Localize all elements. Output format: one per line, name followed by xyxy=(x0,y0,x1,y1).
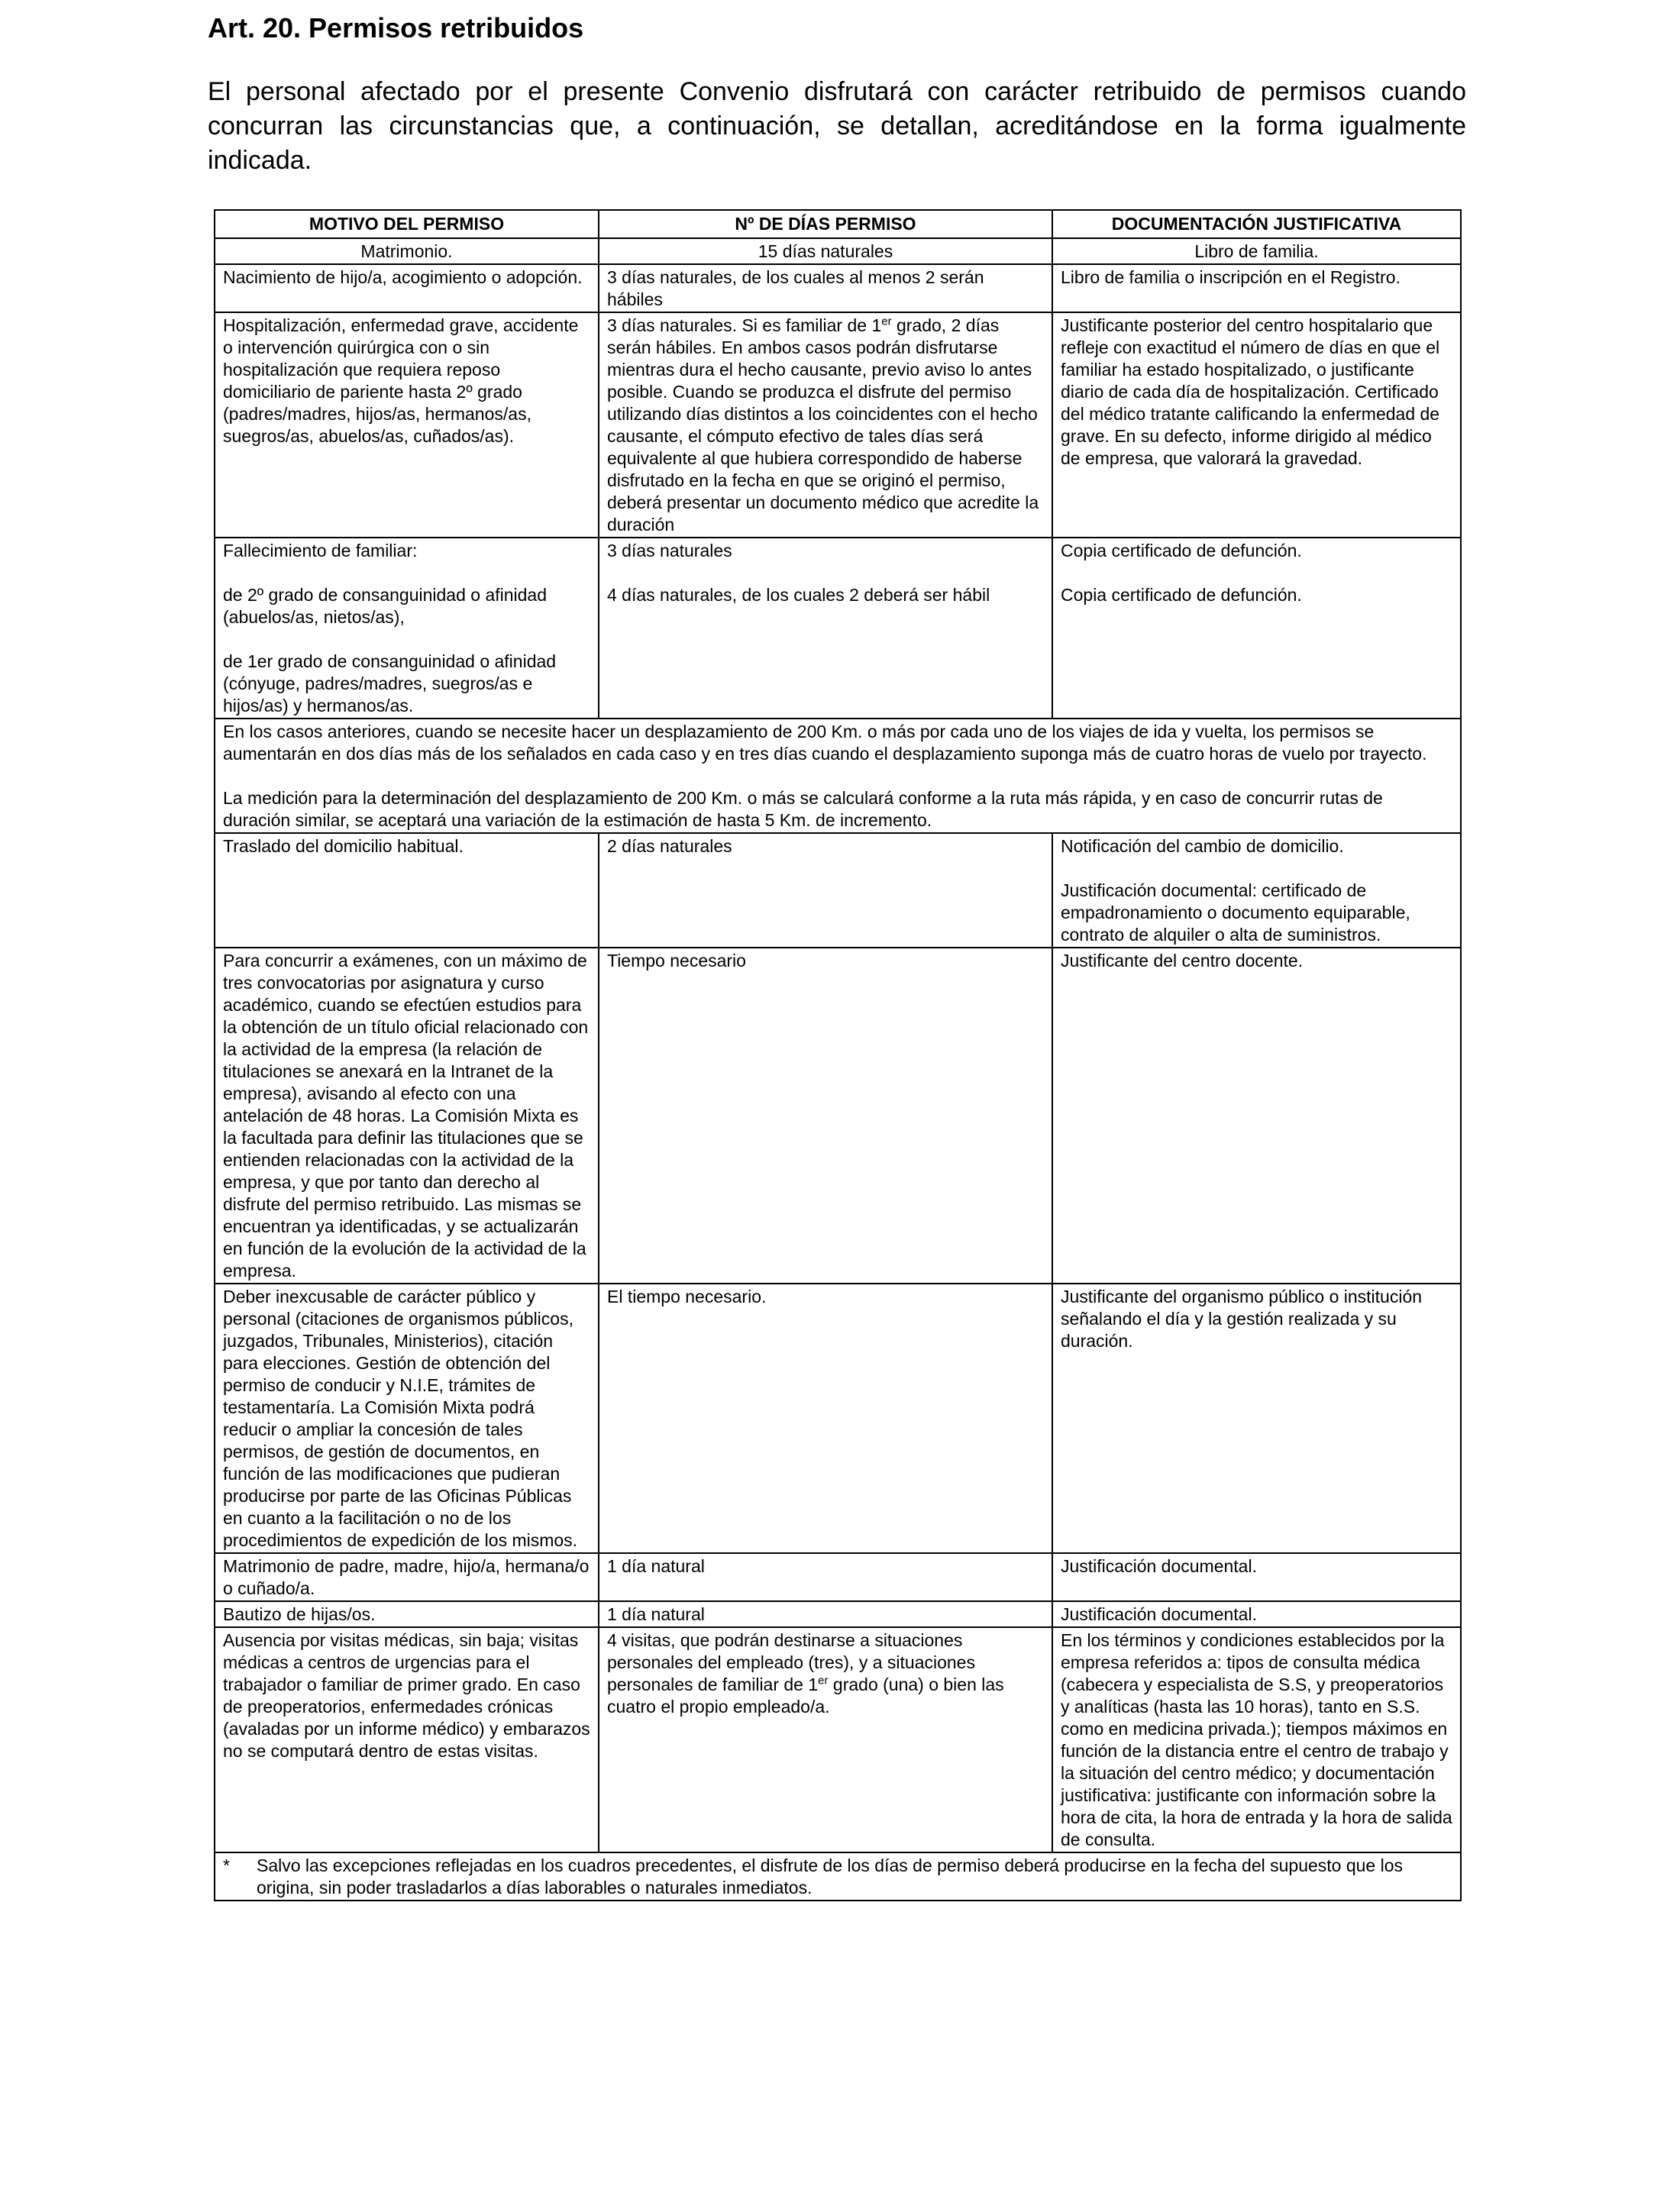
dias-text: 4 visitas, que podrán destinarse a situaciones personales del empleado (tres), y a situaciones personales de familiar de 1 xyxy=(607,1630,975,1694)
table-row xyxy=(215,948,1461,1284)
doc-cell: Libro de familia o inscripción en el Registro. xyxy=(1052,264,1461,312)
table-row xyxy=(215,1852,1461,1901)
table-row xyxy=(215,1553,1461,1601)
asterisk-marker: * xyxy=(223,1855,230,1875)
table-row xyxy=(215,238,1461,264)
note-cell xyxy=(215,1852,1461,1901)
table-row xyxy=(215,312,1461,538)
table-row xyxy=(215,538,1461,719)
doc-text: Justificación documental: certificado de empadronamiento o documento equiparable, contrato de alquiler o alta de suministros. xyxy=(1061,880,1410,945)
dias-text: 3 días naturales. Si es familiar de 1 xyxy=(607,315,882,335)
dias-cell: 1 día natural xyxy=(599,1553,1052,1601)
motivo-cell: Bautizo de hijas/os. xyxy=(215,1601,599,1627)
doc-cell: En los términos y condiciones establecidos por la empresa referidos a: tipos de consulta médica (cabecera y especialista de S.S, y preoperatorios y analíticas (hasta las 10 horas), tanto en S.S. como en medicina privada.); tiempos máximos en función de la distancia entre el centro de trabajo y la situación del centro médico; y documentación justificativa: justificante con información sobre la hora de cita, la hora de entrada y la hora de salida de consulta. xyxy=(1052,1627,1461,1852)
table-row xyxy=(215,264,1461,312)
motivo-cell xyxy=(215,538,599,719)
desplazamiento-text: En los casos anteriores, cuando se necesite hacer un desplazamiento de 200 Km. o más por cada uno de los viajes de ida y vuelta, los permisos se aumentarán en dos días más de los señalados en cada caso y en tres días cuando el desplazamiento suponga más de cuatro horas de vuelo por trayecto. xyxy=(223,722,1427,764)
motivo-cell: Hospitalización, enfermedad grave, accidente o intervención quirúrgica con o sin hospitalización que requiera reposo domiciliario de pariente hasta 2º grado (padres/madres, hijos/as, hermanos/as, suegros/as, abuelos/as, cuñados/as). xyxy=(215,312,599,538)
doc-cell: Justificante posterior del centro hospitalario que refleje con exactitud el número de días en que el familiar ha estado hospitalizado, o justificante diario de cada día de hospitalización. Certificado del médico tratante calificando la enfermedad de grave. En su defecto, informe dirigido al médico de empresa, que valorará la gravedad. xyxy=(1052,312,1461,538)
table-row xyxy=(215,833,1461,948)
doc-text: Copia certificado de defunción. xyxy=(1061,541,1302,560)
dias-cell: 2 días naturales xyxy=(599,833,1052,948)
header-dias: Nº DE DÍAS PERMISO xyxy=(599,210,1052,238)
motivo-cell: Nacimiento de hijo/a, acogimiento o adopción. xyxy=(215,264,599,312)
desplazamiento-text: La medición para la determinación del desplazamiento de 200 Km. o más se calculará conforme a la ruta más rápida, y en caso de concurrir rutas de duración similar, se aceptará una variación de la estimación de hasta 5 Km. de incremento. xyxy=(223,788,1383,830)
dias-cell: El tiempo necesario. xyxy=(599,1284,1052,1553)
motivo-text: Fallecimiento de familiar: xyxy=(223,541,418,560)
header-documentacion: DOCUMENTACIÓN JUSTIFICATIVA xyxy=(1052,210,1461,238)
dias-cell: 1 día natural xyxy=(599,1601,1052,1627)
dias-cell: Tiempo necesario xyxy=(599,948,1052,1284)
doc-cell: Justificación documental. xyxy=(1052,1553,1461,1601)
motivo-cell: Deber inexcusable de carácter público y personal (citaciones de organismos públicos, juzgados, Tribunales, Ministerios), citación para elecciones. Gestión de obtención del permiso de conducir y N.I.E, trámites de testamentaría. La Comisión Mixta podrá reducir o ampliar la concesión de tales permisos, de gestión de documentos, en función de las modificaciones que pudieran producirse por parte de las Oficinas Públicas en cuanto a la facilitación o no de los procedimientos de expedición de los mismos. xyxy=(215,1284,599,1553)
motivo-text: de 2º grado de consanguinidad o afinidad (abuelos/as, nietos/as), xyxy=(223,585,548,627)
dias-cell xyxy=(599,538,1052,719)
motivo-cell: Para concurrir a exámenes, con un máximo de tres convocatorias por asignatura y curso académico, cuando se efectúen estudios para la obtención de un título oficial relacionado con la actividad de la empresa (la relación de titulaciones se anexará en la Intranet de la empresa), avisando al efecto con una antelación de 48 horas. La Comisión Mixta es la facultada para definir las titulaciones que se entienden relacionadas con la actividad de la empresa, y que por tanto dan derecho al disfrute del permiso retribuido. Las mismas se encuentran ya identificadas, y se actualizarán en función de la evolución de la actividad de la empresa. xyxy=(215,948,599,1284)
doc-cell: Justificación documental. xyxy=(1052,1601,1461,1627)
motivo-cell: Matrimonio de padre, madre, hijo/a, hermana/o o cuñado/a. xyxy=(215,1553,599,1601)
dias-cell xyxy=(599,312,1052,538)
table-row xyxy=(215,1601,1461,1627)
ordinal-superscript: er xyxy=(881,315,892,328)
table-header-row xyxy=(215,210,1461,238)
motivo-cell: Matrimonio. xyxy=(215,238,599,264)
header-motivo: MOTIVO DEL PERMISO xyxy=(215,210,599,238)
doc-cell xyxy=(1052,833,1461,948)
doc-cell xyxy=(1052,538,1461,719)
dias-cell: 15 días naturales xyxy=(599,238,1052,264)
intro-paragraph: El personal afectado por el presente Convenio disfrutará con carácter retribuido de permisos cuando concurran las circunstancias que, a continuación, se detallan, acreditándose en la forma igualmente indicada. xyxy=(208,77,1466,175)
dias-text: 3 días naturales xyxy=(607,541,732,560)
dias-text: grado (una) o bien las cuatro el propio empleado/a. xyxy=(607,1675,1004,1717)
doc-cell: Justificante del organismo público o institución señalando el día y la gestión realizada y su duración. xyxy=(1052,1284,1461,1553)
article-title: Art. 20. Permisos retribuidos xyxy=(208,12,584,44)
table-row xyxy=(215,719,1461,833)
doc-cell: Justificante del centro docente. xyxy=(1052,948,1461,1284)
dias-text: 4 días naturales, de los cuales 2 deberá ser hábil xyxy=(607,585,990,605)
dias-cell: 3 días naturales, de los cuales al menos 2 serán hábiles xyxy=(599,264,1052,312)
doc-text: Notificación del cambio de domicilio. xyxy=(1061,836,1344,856)
note-text: Salvo las excepciones reflejadas en los cuadros precedentes, el disfrute de los días de permiso deberá producirse en la fecha del supuesto que los origina, sin poder trasladarlos a días laborables o naturales inmediatos. xyxy=(257,1855,1404,1897)
table-row xyxy=(215,1627,1461,1852)
dias-cell xyxy=(599,1627,1052,1852)
permisos-table xyxy=(214,209,1462,1901)
dias-text: grado, 2 días serán hábiles. En ambos casos podrán disfrutarse mientras dura el hecho causante, previo aviso lo antes posible. Cuando se produzca el disfrute del permiso utilizando días distintos a los coincidentes con el hecho causante, el cómputo efectivo de tales días será equivalente al que hubiera correspondido de haberse disfrutado en la fecha en que se originó el permiso, deberá presentar un documento médico que acredite la duración xyxy=(607,315,1039,535)
doc-cell: Libro de familia. xyxy=(1052,238,1461,264)
doc-text: Copia certificado de defunción. xyxy=(1061,585,1302,605)
motivo-cell: Traslado del domicilio habitual. xyxy=(215,833,599,948)
motivo-text: de 1er grado de consanguinidad o afinidad (cónyuge, padres/madres, suegros/as e hijos/as) y hermanos/as. xyxy=(223,651,557,715)
table-row xyxy=(215,1284,1461,1553)
desplazamiento-cell xyxy=(215,719,1461,833)
ordinal-superscript: er xyxy=(818,1674,829,1688)
motivo-cell: Ausencia por visitas médicas, sin baja; visitas médicas a centros de urgencias para el trabajador o familiar de primer grado. En caso de preoperatorios, enfermedades crónicas (avaladas por un informe médico) y embarazos no se computará dentro de estas visitas. xyxy=(215,1627,599,1852)
